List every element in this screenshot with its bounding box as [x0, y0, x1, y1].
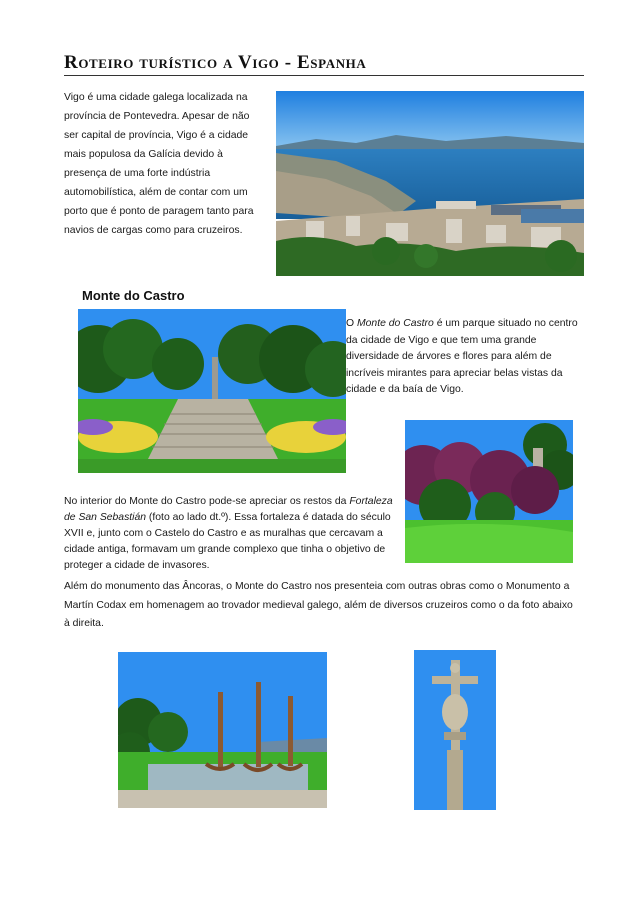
anchors-monument-photo [118, 652, 327, 808]
monte-description [346, 316, 578, 399]
fortress-prefix: No interior do Monte do Castro pode-se apreciar os restos da [64, 496, 350, 507]
monuments-paragraph: Além do monumento das Âncoras, o Monte do Castro nos presenteia com outras obras como o Monumento a Martín Codax em homenagem ao trovador medieval galego, além de diversos cruzeiros como o da foto abaixo à direita. [64, 581, 573, 629]
monte-desc-text: é um parque situado no centro da cidade de Vigo e que tem uma grande diversidade de árvores e flores para além de incríveis mirantes para apreciar belas vistas da cidade e da baía de Vigo. [346, 318, 578, 395]
intro-paragraph: Vigo é uma cidade galega localizada na província de Pontevedra. Apesar de não ser capital de província, Vigo é a cidade mais populosa da Galícia devido à presença de uma forte indústria automobilística, além de contar com um porto que é ponto de paragem tanto para navios de cargas como para cruzeiros. [64, 92, 254, 236]
fortress-name: Fortaleza de San Sebastián [64, 496, 393, 523]
stone-cross-photo [414, 650, 496, 810]
fortress-text: (foto ao lado dt.º). Essa fortaleza é datada do século XVII e, junto com o Castelo do Castro e as muralhas que cercavam a cidade antiga, formavam um grande complexo que tinha o objetivo de proteger a cidade de invasores. [64, 512, 391, 571]
monte-desc-name: Monte do Castro [356, 318, 434, 329]
monte-castro-photo [78, 309, 346, 473]
fortaleza-photo [405, 420, 573, 563]
section-heading: Monte do Castro [82, 288, 185, 303]
monte-desc-prefix: O [346, 318, 357, 329]
document-title: Roteiro turístico a Vigo - Espanha [64, 52, 584, 76]
vigo-city-photo [276, 91, 584, 276]
fortress-paragraph [64, 494, 396, 574]
